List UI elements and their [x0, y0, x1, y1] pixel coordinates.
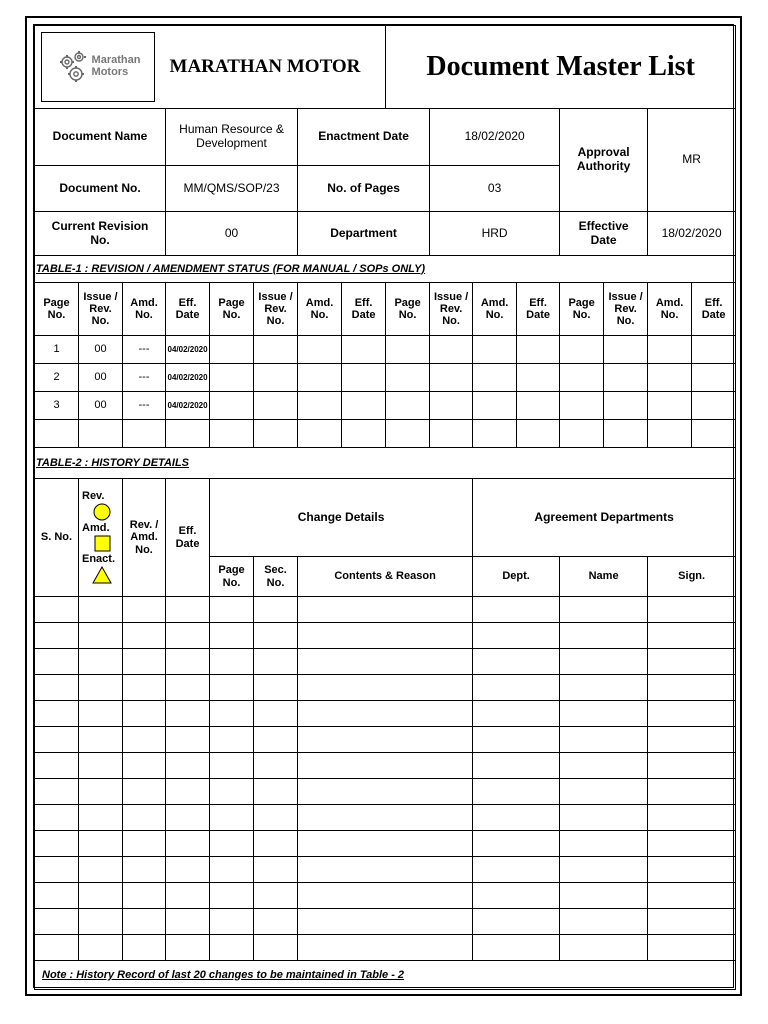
history-cell: [254, 935, 298, 961]
t2-legend-header: [79, 479, 123, 597]
history-cell: [210, 935, 254, 961]
table-row: [35, 364, 736, 392]
table-row: [35, 336, 736, 364]
t2-amd-label: Amd.: [82, 521, 110, 534]
history-cell: [298, 675, 473, 701]
t2-sec-no-header: Sec. No.: [254, 557, 298, 597]
t1-eff-date-header: Eff. Date: [692, 283, 736, 336]
history-cell: [35, 675, 79, 701]
history-note: Note : History Record of last 20 changes to be maintained in Table - 2: [35, 961, 736, 990]
history-cell: [123, 831, 166, 857]
history-cell: [473, 623, 560, 649]
t1-eff-date: 04/02/2020: [166, 336, 210, 364]
logo-cell: [35, 26, 166, 109]
history-cell: [210, 701, 254, 727]
history-cell: [166, 649, 210, 675]
table-row: [35, 805, 736, 831]
history-cell: [123, 753, 166, 779]
table-row: [35, 909, 736, 935]
effective-date-label: Effective Date: [560, 212, 648, 256]
t1-eff-date: 04/02/2020: [166, 392, 210, 420]
t1-issue-rev-header: Issue / Rev. No.: [79, 283, 123, 336]
t2-contents-header: Contents & Reason: [298, 557, 473, 597]
history-cell: [560, 935, 648, 961]
t2-enact-label: Enact.: [82, 553, 116, 566]
enactment-date-label: Enactment Date: [298, 109, 430, 166]
history-cell: [473, 805, 560, 831]
master-list-table: [34, 25, 736, 990]
history-cell: [298, 623, 473, 649]
table-row: [35, 623, 736, 649]
history-cell: [254, 883, 298, 909]
history-cell: [560, 649, 648, 675]
history-cell: [123, 675, 166, 701]
logo-line-2: Motors: [91, 66, 129, 78]
t2-dept-header: Dept.: [473, 557, 560, 597]
history-cell: [123, 727, 166, 753]
history-cell: [123, 935, 166, 961]
effective-date-value: 18/02/2020: [648, 212, 736, 256]
history-cell: [648, 727, 736, 753]
t1-amd-no-header: Amd. No.: [473, 283, 517, 336]
history-cell: [298, 883, 473, 909]
history-cell: [648, 597, 736, 623]
history-cell: [79, 649, 123, 675]
t2-rev-amd-no-header: Rev. / Amd. No.: [123, 479, 166, 597]
history-cell: [648, 857, 736, 883]
t1-page-no: 1: [35, 336, 79, 364]
history-cell: [648, 935, 736, 961]
logo-line-1: Marathan: [91, 54, 141, 67]
history-cell: [560, 831, 648, 857]
history-cell: [560, 857, 648, 883]
history-cell: [123, 597, 166, 623]
company-name: MARATHAN MOTOR: [166, 26, 386, 109]
t1-page-no-header: Page No.: [386, 283, 430, 336]
t1-issue-rev: 00: [79, 336, 123, 364]
t1-amd-no-header: Amd. No.: [123, 283, 166, 336]
history-cell: [35, 909, 79, 935]
history-cell: [166, 909, 210, 935]
history-cell: [473, 675, 560, 701]
history-cell: [123, 779, 166, 805]
history-cell: [166, 727, 210, 753]
history-cell: [254, 675, 298, 701]
history-cell: [648, 649, 736, 675]
history-cell: [560, 883, 648, 909]
no-of-pages-label: No. of Pages: [298, 166, 430, 212]
history-cell: [473, 831, 560, 857]
history-cell: [79, 909, 123, 935]
history-cell: [560, 805, 648, 831]
history-cell: [648, 883, 736, 909]
table-row: [35, 675, 736, 701]
table-row: [35, 597, 736, 623]
history-cell: [560, 623, 648, 649]
current-revision-label: Current Revision No.: [35, 212, 166, 256]
history-cell: [166, 701, 210, 727]
history-cell: [166, 779, 210, 805]
history-cell: [79, 805, 123, 831]
history-cell: [210, 623, 254, 649]
history-cell: [210, 597, 254, 623]
t1-issue-rev-header: Issue / Rev. No.: [254, 283, 298, 336]
gears-icon: [56, 48, 90, 86]
history-cell: [473, 909, 560, 935]
history-cell: [298, 831, 473, 857]
history-cell: [648, 831, 736, 857]
t2-eff-date-header: Eff. Date: [166, 479, 210, 597]
history-cell: [560, 909, 648, 935]
history-cell: [123, 909, 166, 935]
document-no-value: MM/QMS/SOP/23: [166, 166, 298, 212]
history-cell: [35, 805, 79, 831]
history-cell: [254, 597, 298, 623]
history-cell: [473, 935, 560, 961]
history-cell: [254, 831, 298, 857]
t1-amd-no-header: Amd. No.: [298, 283, 342, 336]
t1-issue-rev: 00: [79, 392, 123, 420]
t2-sno-header: S. No.: [35, 479, 79, 597]
history-cell: [35, 597, 79, 623]
t1-page-no-header: Page No.: [560, 283, 604, 336]
history-cell: [254, 857, 298, 883]
history-cell: [35, 701, 79, 727]
table-row: [35, 831, 736, 857]
history-cell: [166, 623, 210, 649]
history-cell: [298, 935, 473, 961]
t1-eff-date: 04/02/2020: [166, 364, 210, 392]
history-cell: [79, 623, 123, 649]
history-cell: [298, 597, 473, 623]
history-cell: [254, 623, 298, 649]
history-cell: [35, 649, 79, 675]
document-name-label: Document Name: [35, 109, 166, 166]
t1-issue-rev-header: Issue / Rev. No.: [430, 283, 473, 336]
history-cell: [210, 675, 254, 701]
history-cell: [648, 909, 736, 935]
t1-eff-date-header: Eff. Date: [166, 283, 210, 336]
history-cell: [35, 831, 79, 857]
history-cell: [166, 675, 210, 701]
history-cell: [210, 779, 254, 805]
history-cell: [79, 857, 123, 883]
history-cell: [298, 805, 473, 831]
t1-page-no: 2: [35, 364, 79, 392]
history-cell: [79, 831, 123, 857]
history-cell: [254, 649, 298, 675]
history-cell: [79, 727, 123, 753]
table-row: [35, 883, 736, 909]
history-cell: [473, 753, 560, 779]
history-cell: [210, 831, 254, 857]
history-cell: [254, 909, 298, 935]
t1-amd-no: ---: [123, 336, 166, 364]
history-cell: [210, 753, 254, 779]
t1-page-no-header: Page No.: [35, 283, 79, 336]
history-cell: [298, 701, 473, 727]
history-cell: [166, 883, 210, 909]
table1-title: TABLE-1 : REVISION / AMENDMENT STATUS (FOR MANUAL / SOPs ONLY): [35, 256, 736, 283]
history-cell: [560, 753, 648, 779]
table-row: [35, 392, 736, 420]
history-cell: [254, 727, 298, 753]
t2-rev-label: Rev.: [82, 489, 105, 502]
t1-amd-no-header: Amd. No.: [648, 283, 692, 336]
current-revision-value: 00: [166, 212, 298, 256]
table-row: [35, 727, 736, 753]
history-cell: [79, 883, 123, 909]
history-cell: [298, 727, 473, 753]
history-cell: [298, 779, 473, 805]
history-cell: [473, 649, 560, 675]
history-cell: [560, 779, 648, 805]
history-cell: [35, 883, 79, 909]
history-cell: [123, 805, 166, 831]
t1-amd-no: ---: [123, 392, 166, 420]
document-title: Document Master List: [386, 26, 736, 109]
t2-sign-header: Sign.: [648, 557, 736, 597]
t2-page-no-header: Page No.: [210, 557, 254, 597]
table-row: [35, 779, 736, 805]
history-cell: [35, 935, 79, 961]
history-cell: [166, 857, 210, 883]
history-cell: [123, 623, 166, 649]
company-logo: [41, 32, 155, 102]
history-cell: [35, 727, 79, 753]
circle-marker-icon: [93, 503, 111, 521]
history-cell: [123, 857, 166, 883]
no-of-pages-value: 03: [430, 166, 560, 212]
enactment-date-value: 18/02/2020: [430, 109, 560, 166]
history-cell: [79, 779, 123, 805]
table-row: [35, 857, 736, 883]
table-row: [35, 935, 736, 961]
history-cell: [123, 883, 166, 909]
history-cell: [648, 675, 736, 701]
table2-title: TABLE-2 : HISTORY DETAILS: [35, 448, 736, 479]
history-cell: [210, 909, 254, 935]
history-cell: [254, 779, 298, 805]
history-cell: [35, 753, 79, 779]
history-cell: [35, 623, 79, 649]
history-cell: [648, 753, 736, 779]
history-cell: [298, 649, 473, 675]
history-cell: [79, 597, 123, 623]
approval-authority-value: MR: [648, 109, 736, 212]
history-cell: [210, 649, 254, 675]
triangle-marker-icon: [92, 566, 112, 584]
history-cell: [473, 883, 560, 909]
history-rows: [35, 597, 736, 961]
history-cell: [648, 805, 736, 831]
approval-authority-label: Approval Authority: [560, 109, 648, 212]
history-cell: [560, 727, 648, 753]
document-form: [33, 24, 734, 988]
t1-page-no: 3: [35, 392, 79, 420]
t1-eff-date-header: Eff. Date: [517, 283, 560, 336]
history-cell: [166, 805, 210, 831]
department-value: HRD: [430, 212, 560, 256]
history-cell: [298, 753, 473, 779]
history-cell: [254, 805, 298, 831]
t1-eff-date-header: Eff. Date: [342, 283, 386, 336]
history-cell: [254, 701, 298, 727]
history-cell: [473, 727, 560, 753]
history-cell: [166, 831, 210, 857]
document-no-label: Document No.: [35, 166, 166, 212]
table-row: [35, 420, 736, 448]
document-name-value: Human Resource & Development: [166, 109, 298, 166]
history-cell: [123, 649, 166, 675]
history-cell: [473, 857, 560, 883]
history-cell: [79, 675, 123, 701]
table-row: [35, 649, 736, 675]
t2-change-details-header: Change Details: [210, 479, 473, 557]
history-cell: [166, 597, 210, 623]
history-cell: [298, 909, 473, 935]
history-cell: [79, 935, 123, 961]
history-cell: [166, 935, 210, 961]
history-cell: [648, 779, 736, 805]
history-cell: [254, 753, 298, 779]
t1-issue-rev: 00: [79, 364, 123, 392]
history-cell: [560, 597, 648, 623]
history-cell: [210, 857, 254, 883]
history-cell: [123, 701, 166, 727]
t1-page-no-header: Page No.: [210, 283, 254, 336]
history-cell: [648, 623, 736, 649]
square-marker-icon: [94, 535, 111, 552]
history-cell: [35, 857, 79, 883]
history-cell: [79, 753, 123, 779]
t1-issue-rev-header: Issue / Rev. No.: [604, 283, 648, 336]
history-cell: [560, 701, 648, 727]
t1-amd-no: ---: [123, 364, 166, 392]
history-cell: [473, 779, 560, 805]
history-cell: [210, 805, 254, 831]
history-cell: [560, 675, 648, 701]
department-label: Department: [298, 212, 430, 256]
history-cell: [210, 727, 254, 753]
history-cell: [79, 701, 123, 727]
table-row: [35, 701, 736, 727]
history-cell: [210, 883, 254, 909]
history-cell: [473, 597, 560, 623]
history-cell: [298, 857, 473, 883]
t2-name-header: Name: [560, 557, 648, 597]
history-cell: [648, 701, 736, 727]
table1-header-row: [35, 283, 736, 336]
history-cell: [166, 753, 210, 779]
t2-agreement-header: Agreement Departments: [473, 479, 736, 557]
table-row: [35, 753, 736, 779]
history-cell: [35, 779, 79, 805]
history-cell: [473, 701, 560, 727]
